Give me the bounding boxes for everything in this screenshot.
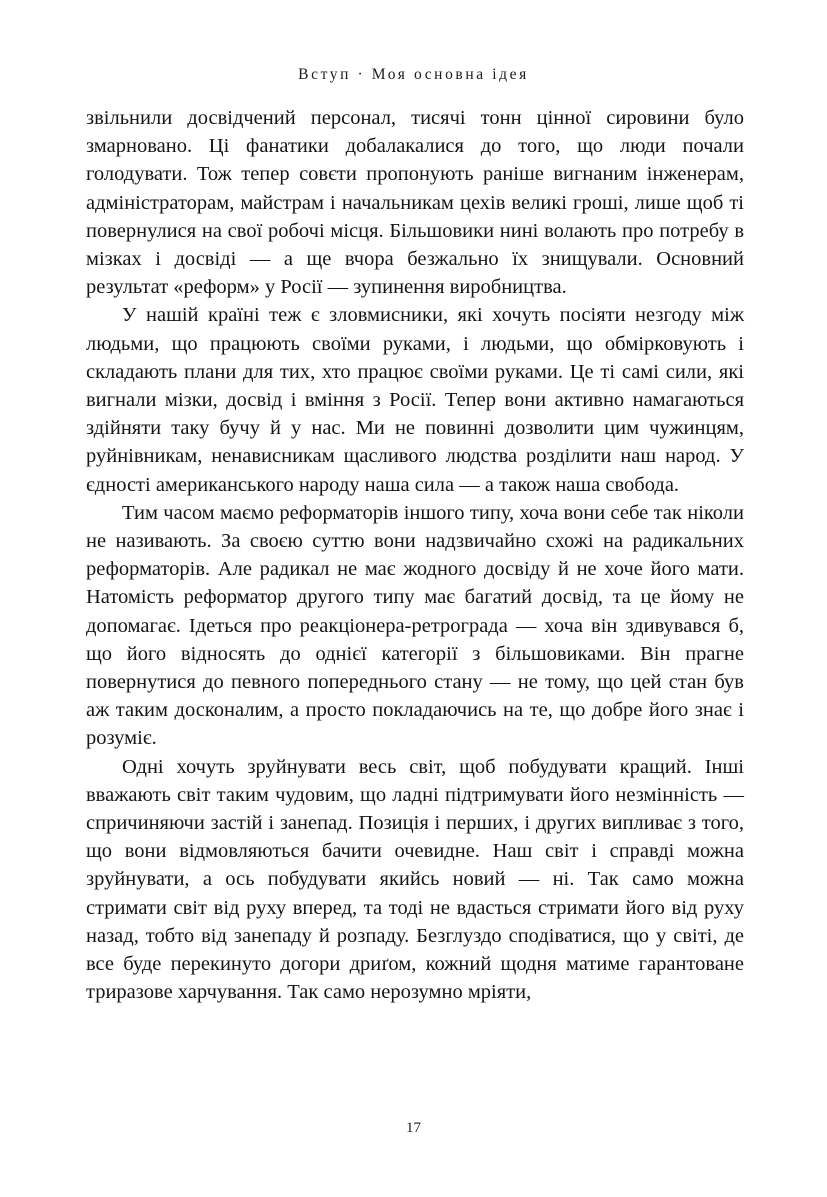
page-number: 17 [406, 1120, 421, 1136]
paragraph: У нашій країні теж є зловмисники, які хочуть посіяти незгоду між людьми, що працюють своїми руками, і людьми, що обмірковують і складають плани для тих, хто працює своїми руками. Це ті самі сили, які вигнали мізки, досвід і вміння з Росії. Тепер вони активно намагаються здійняти таку бучу й у нас. Ми не повинні дозволити цим чужинцям, руйнівникам, ненависникам щасливого людства розділити наш народ. У єдності американського народу наша сила — а також наша свобода. [86, 304, 744, 496]
paragraph: звільнили досвідчений персонал, тисячі тонн цінної сировини було змарновано. Ці фанатики добалакалися до того, що люди почали голодувати. Тож тепер совєти пропонують раніше вигнаним інженерам, адміністраторам, майстрам і начальникам цехів великі гроші, лише щоб ті повернулися на свої робочі місця. Більшовики нині волають про потребу в мізках і досвіді — а ще вчора безжально їх знищували. Основний результат «реформ» у Росії — зупинення виробництва. [86, 107, 744, 299]
paragraph: Одні хочуть зруйнувати весь світ, щоб побудувати кращий. Інші вважають світ таким чудовим, що ладні підтримувати його незмінність — спричиняючи застій і занепад. Позиція і перших, і других випливає з того, що вони відмовляються бачити очевидне. Наш світ і справді можна зруйнувати, а ось побудувати якийсь новий — ні. Так само можна стримати світ від руху вперед, та тоді не вдасться стримати його від руху назад, тобто від занепаду й розпаду. Безглуздо сподіватися, що у світі, де все буде перекинуто догори дриґом, кожний щодня матиме гарантоване триразове харчування. Так само нерозумно мріяти, [86, 755, 744, 1004]
running-head: Вступ · Моя основна ідея [298, 66, 529, 83]
paragraph: Тим часом маємо реформаторів іншого типу, хоча вони себе так ніколи не називають. За своєю суттю вони надзвичайно схожі на радикальних реформаторів. Але радикал не має жодного досвіду й не хоче його мати. Натомість реформатор другого типу має багатий досвід, та це йому не допомагає. Ідеться про реакціонера-ретрограда — хоча він здивувався б, що його відносять до однієї категорії з більшовиками. Він прагне повернутися до певного попереднього стану — не тому, що цей стан був аж таким досконалим, а просто покладаючись на те, що добре його знає і розуміє. [86, 501, 744, 750]
body-text [86, 104, 744, 1007]
